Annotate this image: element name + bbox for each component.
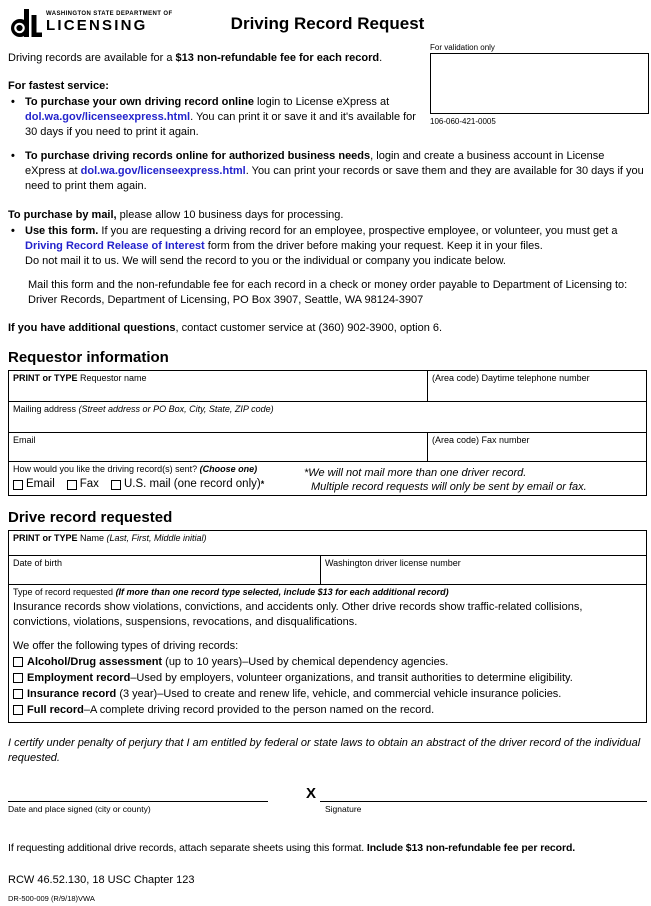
date-of-birth-field[interactable] <box>9 556 320 584</box>
requestor-information-heading: Requestor information <box>8 349 169 366</box>
dol-licensing-line: LICENSING <box>46 17 148 34</box>
table-row <box>9 433 646 462</box>
purchase-by-mail-bold: To purchase by mail, <box>8 209 117 221</box>
record-type-label <box>13 587 642 598</box>
driver-name-field[interactable] <box>9 531 646 555</box>
us-mail-asterisk: * <box>260 479 265 489</box>
table-row <box>9 531 646 556</box>
fax-option-label: Fax <box>79 478 99 490</box>
mailing-address-label: Mailing address <box>13 404 79 414</box>
additional-records-text: If requesting additional drive records, attach separate sheets using this format. <box>8 842 367 854</box>
record-type-label-text: Type of record requested <box>13 587 116 597</box>
driver-name-hint: (Last, First, Middle initial) <box>106 533 207 543</box>
intro-paragraph <box>8 51 426 66</box>
additional-records-note <box>8 841 647 856</box>
full-record-checkbox[interactable] <box>13 705 23 715</box>
alcohol-drug-checkbox[interactable] <box>13 657 23 667</box>
bullet-use-this-form <box>8 224 647 269</box>
record-type-option[interactable] <box>13 686 642 702</box>
date-place-signed-block <box>8 786 268 815</box>
requestor-information-table <box>8 370 647 496</box>
mailing-address: Driver Records, Department of Licensing, PO Box 3907, Seattle, WA 98124-3907 <box>28 294 424 306</box>
additional-questions-line <box>8 321 647 336</box>
date-place-signed-line[interactable] <box>8 786 268 802</box>
form-header <box>8 8 647 46</box>
choose-one-label: (Choose one) <box>199 464 258 474</box>
release-of-interest-link[interactable]: Driving Record Release of Interest <box>25 240 205 252</box>
driver-name-label: Name <box>77 533 107 543</box>
table-row <box>9 585 646 722</box>
additional-records-fee-bold: Include $13 non-refundable fee per record. <box>366 842 576 854</box>
use-this-form-text-3: Do not mail it to us. We will send the record to you or the individual or company you indicate below. <box>25 255 506 267</box>
send-method-options <box>13 477 304 492</box>
page-title: Driving Record Request <box>230 14 425 33</box>
bullet-text-rest: . You can print your records or save them and they are available for 30 days if you need to print them again. <box>25 165 644 192</box>
intro-period: . <box>379 52 383 64</box>
license-number-label: Washington driver license number <box>325 558 461 568</box>
send-option-fax[interactable] <box>67 477 99 492</box>
validation-number: 106-060-421-0005 <box>430 117 496 126</box>
insurance-checkbox[interactable] <box>13 689 23 699</box>
bullet-bold-lead: To purchase your own driving record online <box>25 96 254 108</box>
date-place-signed-label: Date and place signed (city or county) <box>8 804 151 814</box>
bullet-icon: • <box>11 150 15 162</box>
use-this-form-bold: Use this form. <box>25 225 99 237</box>
bullet-use-this-form-text <box>25 224 647 269</box>
send-method-question-text: How would you like the driving record(s) sent? <box>13 464 200 474</box>
record-type-name: Insurance record <box>27 688 117 700</box>
record-type-option-label <box>27 702 434 718</box>
certification-statement: I certify under penalty of perjury that I am entitled by federal or state laws to obtain an abstract of the driver record of the individual requested. <box>8 737 641 764</box>
purchase-by-mail-heading <box>8 208 647 223</box>
drive-record-table <box>8 530 647 723</box>
record-type-option-label <box>27 654 448 670</box>
table-row <box>9 402 646 433</box>
mail-limit-note-line1: *We will not mail more than one driver record. <box>304 467 527 479</box>
validation-box <box>430 53 649 114</box>
record-type-description: Insurance records show violations, convictions, and accidents only. Other drive records show traffic-related collisions, convictions, violations, suspensions, revocations, and disqualifications. <box>13 601 583 628</box>
employment-checkbox[interactable] <box>13 673 23 683</box>
intro-fee-text: $13 non-refundable fee for each record <box>175 52 380 64</box>
license-express-link[interactable]: dol.wa.gov/licenseexpress.html <box>25 111 191 123</box>
record-type-fee-note: (If more than one record type selected, include $13 for each additional record) <box>115 587 449 597</box>
signature-section <box>8 786 647 815</box>
signature-x-mark: X <box>306 785 317 802</box>
record-type-detail: –Used by employers, volunteer organizations, and transit authorities to determine eligibility. <box>130 672 573 684</box>
send-method-question <box>13 464 304 475</box>
additional-questions-bold: If you have additional questions <box>8 322 176 334</box>
record-type-option[interactable] <box>13 702 642 718</box>
use-this-form-text-2: form from the driver before making your request. Keep it in your files. <box>204 240 543 252</box>
signature-line[interactable] <box>320 786 647 802</box>
mailing-address-hint: (Street address or PO Box, City, State, ZIP code) <box>78 404 274 414</box>
daytime-phone-field[interactable] <box>427 371 646 401</box>
print-or-type-label: PRINT or TYPE <box>13 373 78 383</box>
license-number-field[interactable] <box>320 556 646 584</box>
signature-block <box>306 786 647 815</box>
record-type-option[interactable] <box>13 670 642 686</box>
record-type-name: Alcohol/Drug assessment <box>27 656 163 668</box>
bullet-icon: • <box>11 96 15 108</box>
record-type-detail: (up to 10 years)–Used by chemical dependency agencies. <box>162 656 449 668</box>
record-type-name: Full record <box>27 704 84 716</box>
email-option-label: Email <box>26 478 55 490</box>
bullet-business-records-text <box>25 149 647 194</box>
send-option-us-mail[interactable] <box>111 477 264 492</box>
record-type-name: Employment record <box>27 672 131 684</box>
mail-instructions: Mail this form and the non-refundable fee for each record in a check or money order payable to Department of Licensing to: <box>28 279 628 291</box>
us-mail-checkbox[interactable] <box>111 480 121 490</box>
signature-line-row <box>306 786 647 802</box>
mail-limit-note <box>304 462 646 495</box>
signature-label: Signature <box>325 804 362 814</box>
mailing-address-field[interactable] <box>9 402 646 432</box>
purchase-by-mail-rest: please allow 10 business days for processing. <box>116 209 344 221</box>
fax-number-label: (Area code) Fax number <box>432 435 530 445</box>
table-row <box>9 556 646 585</box>
send-method-section <box>9 462 304 495</box>
bullet-text: , login and create a business account in License eXpress at <box>25 150 605 177</box>
us-mail-option-label: U.S. mail (one record only) <box>123 478 261 490</box>
legal-citation: RCW 46.52.130, 18 USC Chapter 123 <box>8 874 195 886</box>
bullet-icon: • <box>11 225 15 237</box>
intro-text: Driving records are available for a <box>8 52 176 64</box>
bullet-bold-lead: To purchase driving records online for authorized business needs <box>25 150 371 162</box>
validation-label: For validation only <box>430 43 495 52</box>
date-of-birth-label: Date of birth <box>13 558 63 568</box>
email-label: Email <box>13 435 36 445</box>
email-checkbox[interactable] <box>13 480 23 490</box>
fax-checkbox[interactable] <box>67 480 77 490</box>
record-type-detail: (3 year)–Used to create and renew life, vehicle, and commercial vehicle insurance policies. <box>116 688 562 700</box>
dol-dept-line: WASHINGTON STATE DEPARTMENT OF <box>46 11 173 17</box>
fax-number-field[interactable] <box>427 433 646 461</box>
fastest-service-heading: For fastest service: <box>8 80 109 92</box>
use-this-form-text: If you are requesting a driving record for an employee, prospective employee, or volunteer, you must get a <box>98 225 618 237</box>
additional-questions-rest: , contact customer service at (360) 902-3900, option 6. <box>175 322 443 334</box>
record-type-option-label <box>27 686 561 702</box>
record-type-option-label <box>27 670 573 686</box>
email-field[interactable] <box>9 433 427 461</box>
requestor-name-label: Requestor name <box>77 373 147 383</box>
send-option-email[interactable] <box>13 477 55 492</box>
record-type-option[interactable] <box>13 654 642 670</box>
bullet-text-rest: . You can print it or save it and it's available for 30 days if you need to print it again. <box>25 111 416 138</box>
daytime-phone-label: (Area code) Daytime telephone number <box>432 373 590 383</box>
record-type-detail: –A complete driving record provided to the person named on the record. <box>83 704 435 716</box>
offer-line: We offer the following types of driving records: <box>13 640 239 652</box>
bullet-text: login to License eXpress at <box>254 96 390 108</box>
bullet-own-record-text <box>25 95 428 140</box>
drive-record-requested-heading: Drive record requested <box>8 509 173 526</box>
mail-limit-note-line2: Multiple record requests will only be sent by email or fax. <box>311 481 587 493</box>
record-type-section <box>9 585 646 722</box>
bullet-business-records <box>8 149 647 194</box>
license-express-link[interactable]: dol.wa.gov/licenseexpress.html <box>80 165 246 177</box>
table-row <box>9 462 646 495</box>
table-row <box>9 371 646 402</box>
print-or-type-label: PRINT or TYPE <box>13 533 78 543</box>
requestor-name-field[interactable] <box>9 371 427 401</box>
form-number: DR-500-009 (R/9/18)VWA <box>8 894 95 903</box>
